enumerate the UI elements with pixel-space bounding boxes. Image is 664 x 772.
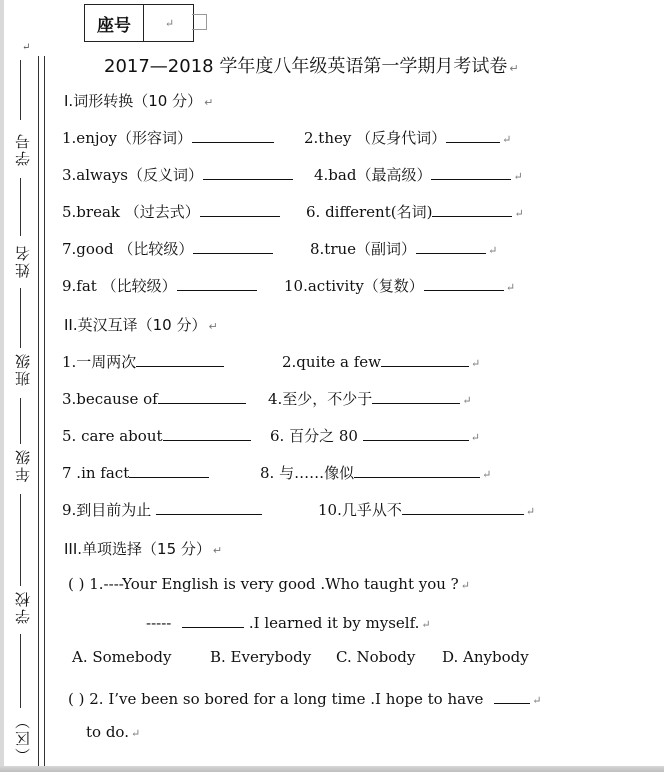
side-label-district: （区） bbox=[14, 712, 32, 763]
option-b[interactable]: B. Everybody bbox=[210, 648, 312, 666]
question-text: 9.到目前为止 bbox=[62, 501, 152, 519]
mcq-stem: ( ) 2. I’ve been so bored for a long time .I hope to have ↵ bbox=[68, 687, 654, 711]
seat-number-box bbox=[84, 4, 194, 42]
side-label-name: 姓名 bbox=[14, 244, 32, 278]
question-text: 1.enjoy（形容词） bbox=[62, 129, 193, 147]
mcq-reply: ----- .I learned it by myself. ↵ bbox=[146, 611, 654, 635]
side-label-grade: 年级 bbox=[14, 448, 32, 482]
table-end-mark bbox=[192, 14, 207, 30]
option-d[interactable]: D. Anybody bbox=[442, 648, 529, 666]
section3-heading: III.单项选择（15 分） ↵ bbox=[64, 540, 223, 558]
answer-blank[interactable] bbox=[354, 461, 480, 478]
answer-blank[interactable] bbox=[372, 387, 460, 404]
answer-blank[interactable] bbox=[200, 200, 280, 217]
question-row: 7.good （比较级） 8.true（副词） ↵ bbox=[62, 237, 654, 261]
binding-line-inner bbox=[44, 56, 45, 768]
paragraph-mark: ↵ bbox=[22, 42, 31, 53]
seat-label: 座号 bbox=[85, 5, 144, 41]
question-text: 9.fat （比较级） bbox=[62, 277, 177, 295]
answer-blank[interactable] bbox=[158, 387, 246, 404]
paragraph-mark: ↵ bbox=[164, 16, 175, 30]
answer-blank[interactable] bbox=[156, 498, 262, 515]
answer-blank[interactable] bbox=[416, 237, 486, 254]
question-text: 2.they （反身代词） bbox=[304, 129, 447, 147]
mcq-options bbox=[72, 648, 654, 672]
question-text: 8.true（副词） bbox=[310, 240, 417, 258]
question-text: 3.because of bbox=[62, 390, 158, 408]
side-fill-line bbox=[20, 60, 33, 120]
question-text: 4.至少，不少于 bbox=[268, 390, 373, 408]
question-text: 6. 百分之 80 bbox=[270, 427, 358, 445]
question-row: 3.because of 4.至少，不少于 ↵ bbox=[62, 387, 654, 411]
question-row: 9.fat （比较级） 10.activity（复数） ↵ bbox=[62, 274, 654, 298]
side-fill-line bbox=[20, 178, 33, 236]
option-a[interactable]: A. Somebody bbox=[72, 648, 172, 666]
answer-blank[interactable] bbox=[381, 350, 469, 367]
status-strip bbox=[0, 766, 664, 772]
option-c[interactable]: C. Nobody bbox=[336, 648, 416, 666]
binding-line bbox=[38, 56, 39, 768]
question-text: 5.break （过去式） bbox=[62, 203, 200, 221]
question-text: 10.activity（复数） bbox=[284, 277, 424, 295]
answer-blank[interactable] bbox=[402, 498, 524, 515]
question-text: 2.quite a few bbox=[282, 353, 382, 371]
question-text: 3.always（反义词） bbox=[62, 166, 204, 184]
section2-heading: II.英汉互译（10 分） ↵ bbox=[64, 316, 218, 334]
answer-blank[interactable] bbox=[192, 126, 274, 143]
mcq-stem: ( ) 1.----Your English is very good .Who taught you ? ↵ bbox=[68, 575, 470, 593]
question-row: 5. care about 6. 百分之 80 ↵ bbox=[62, 424, 654, 448]
side-fill-line bbox=[20, 398, 33, 444]
side-label-class: 班级 bbox=[14, 352, 32, 386]
question-text: 5. care about bbox=[62, 427, 163, 445]
question-row: 1.enjoy（形容词） 2.they （反身代词） ↵ bbox=[62, 126, 654, 150]
question-row: 7 .in fact 8. 与……像似 ↵ bbox=[62, 461, 654, 485]
answer-blank[interactable] bbox=[136, 350, 224, 367]
question-text: 8. 与……像似 bbox=[260, 464, 355, 482]
exam-title: 2017—2018 学年度八年级英语第一学期月考试卷 ↵ bbox=[104, 56, 519, 77]
question-row: 9.到目前为止 10.几乎从不 ↵ bbox=[62, 498, 654, 522]
section1-heading: Ⅰ.词形转换（10 分） ↵ bbox=[64, 92, 214, 110]
question-row: 3.always（反义词） 4.bad（最高级） ↵ bbox=[62, 163, 654, 187]
side-label-student-id: 学号 bbox=[14, 132, 32, 166]
answer-blank[interactable] bbox=[424, 274, 504, 291]
answer-blank[interactable] bbox=[163, 424, 251, 441]
mcq-continuation: to do. ↵ bbox=[86, 723, 141, 741]
side-fill-line bbox=[20, 494, 33, 586]
answer-blank[interactable] bbox=[203, 163, 293, 180]
side-fill-line bbox=[20, 288, 33, 348]
side-fill-line bbox=[20, 634, 33, 708]
question-text: 7 .in fact bbox=[62, 464, 130, 482]
question-text: 1.一周两次 bbox=[62, 353, 137, 371]
answer-blank[interactable] bbox=[182, 611, 244, 628]
answer-blank[interactable] bbox=[431, 163, 511, 180]
question-text: 4.bad（最高级） bbox=[314, 166, 432, 184]
seat-value[interactable] bbox=[144, 5, 193, 41]
answer-blank[interactable] bbox=[193, 237, 273, 254]
page-edge bbox=[0, 0, 4, 772]
question-text: 6. different(名词) bbox=[306, 203, 433, 221]
side-label-school: 学校 bbox=[14, 590, 32, 624]
answer-blank[interactable] bbox=[129, 461, 209, 478]
answer-blank[interactable] bbox=[432, 200, 512, 217]
question-text: 7.good （比较级） bbox=[62, 240, 194, 258]
answer-blank[interactable] bbox=[363, 424, 469, 441]
question-text: 10.几乎从不 bbox=[318, 501, 402, 519]
question-row: 1.一周两次 2.quite a few ↵ bbox=[62, 350, 654, 374]
question-row: 5.break （过去式） 6. different(名词) ↵ bbox=[62, 200, 654, 224]
answer-blank[interactable] bbox=[446, 126, 500, 143]
answer-blank[interactable] bbox=[494, 687, 530, 704]
answer-blank[interactable] bbox=[177, 274, 257, 291]
